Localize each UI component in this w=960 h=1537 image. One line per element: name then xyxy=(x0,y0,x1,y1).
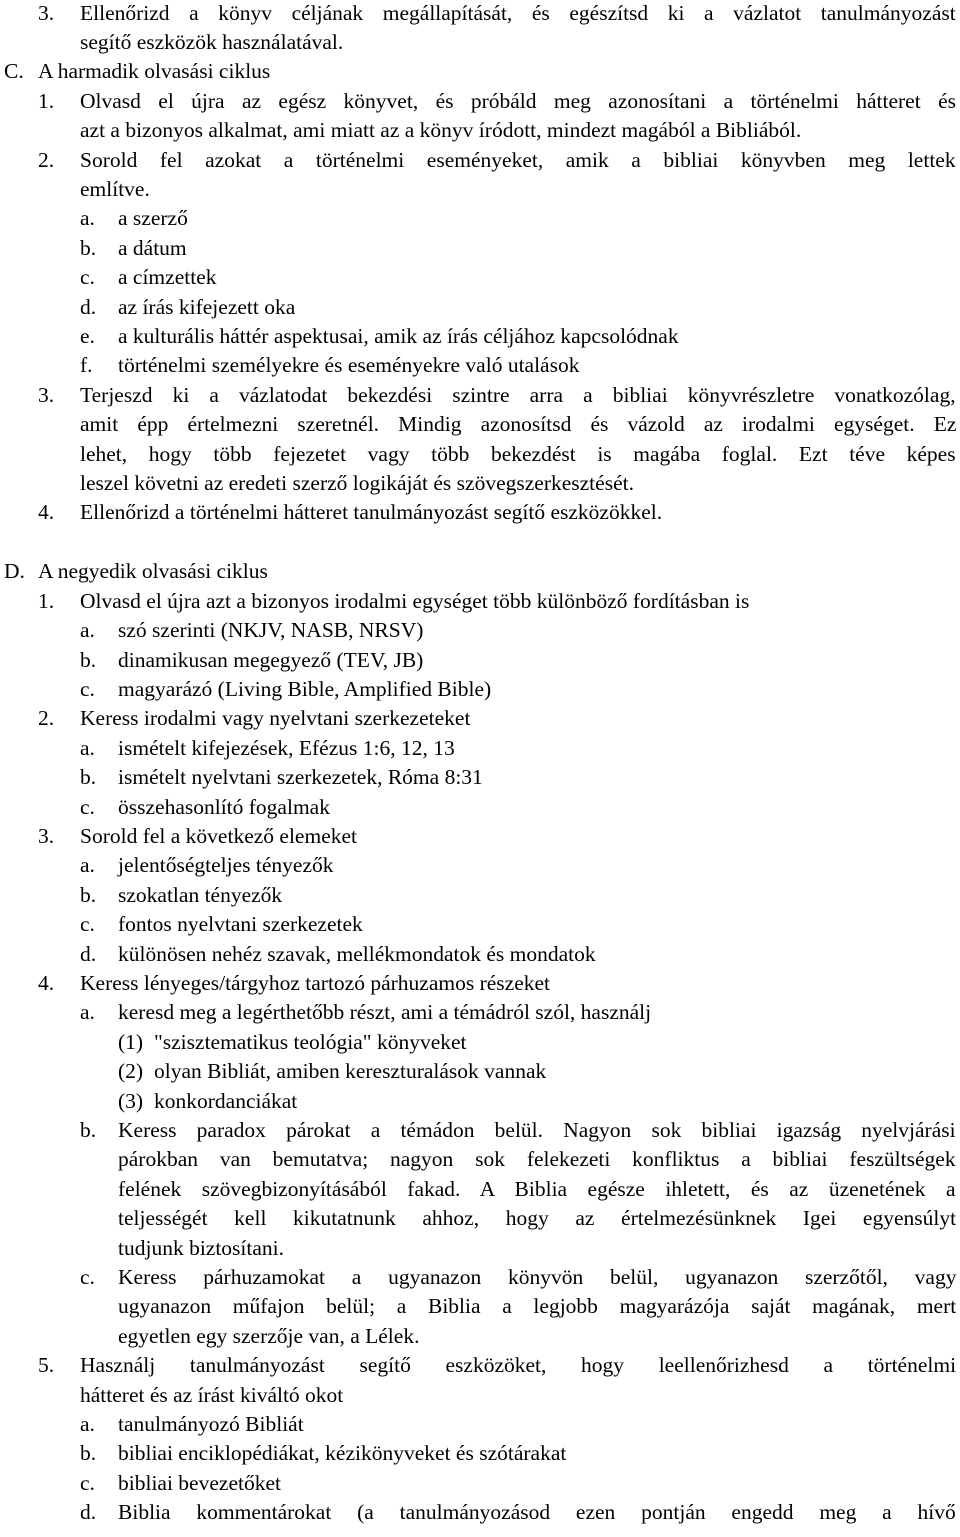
line-text: olyan Bibliát, amiben kereszturalások vannak xyxy=(154,1059,547,1084)
line-text: felének szövegbizonyításából fakad. A Biblia egésze ihletett, és az üzenetének a xyxy=(118,1176,956,1201)
list-marker: c. xyxy=(80,912,95,937)
text-line xyxy=(0,1234,960,1263)
text-line xyxy=(0,940,960,969)
line-text: Terjeszd ki a vázlatodat bekezdési szintre arra a bibliai könyvrészletre vonatkozólag, xyxy=(80,382,956,407)
line-text: Olvasd el újra azt a bizonyos irodalmi egységet több különböző fordításban is xyxy=(80,588,750,613)
text-line xyxy=(0,998,960,1027)
line-text: szó szerinti (NKJV, NASB, NRSV) xyxy=(118,618,424,643)
text-line xyxy=(0,1028,960,1057)
text-line xyxy=(0,410,960,439)
list-marker: 4. xyxy=(38,500,55,525)
text-line xyxy=(0,675,960,704)
list-marker: c. xyxy=(80,794,95,819)
list-marker: f. xyxy=(80,353,93,378)
line-text: különösen nehéz szavak, mellékmondatok és mondatok xyxy=(118,941,596,966)
list-marker: d. xyxy=(80,294,97,319)
line-text: dinamikusan megegyező (TEV, JB) xyxy=(118,647,424,672)
text-line xyxy=(0,734,960,763)
line-text: a dátum xyxy=(118,235,187,260)
list-marker: b. xyxy=(80,1441,97,1466)
text-line xyxy=(0,1204,960,1233)
list-marker: e. xyxy=(80,323,95,348)
line-text: a szerző xyxy=(118,206,188,231)
line-text: ismételt nyelvtani szerkezetek, Róma 8:31 xyxy=(118,765,483,790)
text-line xyxy=(0,381,960,410)
text-line xyxy=(0,557,960,586)
text-line xyxy=(0,1145,960,1174)
line-text: történelmi személyekre és eseményekre való utalások xyxy=(118,353,580,378)
text-line xyxy=(0,0,960,28)
line-text: az írás kifejezett oka xyxy=(118,294,296,319)
line-text: A negyedik olvasási ciklus xyxy=(38,559,268,584)
text-line xyxy=(0,1469,960,1498)
line-text: a kulturális háttér aspektusai, amik az írás céljához kapcsolódnak xyxy=(118,323,679,348)
text-line xyxy=(0,263,960,292)
line-text: Olvasd el újra az egész könyvet, és próbáld meg azonosítani a történelmi hátteret és xyxy=(80,88,956,113)
text-line xyxy=(0,822,960,851)
list-marker: (2) xyxy=(118,1059,144,1084)
line-text: Keress paradox párokat a témádon belül. Nagyon sok bibliai igazság nyelvjárási xyxy=(118,1117,956,1142)
list-marker: a. xyxy=(80,1000,95,1025)
list-marker: (1) xyxy=(118,1029,144,1054)
list-marker: d. xyxy=(80,941,97,966)
list-marker: b. xyxy=(80,882,97,907)
line-text: ismételt kifejezések, Efézus 1:6, 12, 13 xyxy=(118,735,455,760)
text-line xyxy=(0,1410,960,1439)
text-line xyxy=(0,910,960,939)
list-marker: c. xyxy=(80,676,95,701)
line-text: tudjunk biztosítani. xyxy=(118,1235,285,1260)
text-line xyxy=(0,57,960,86)
line-text: teljességét kell kikutatnunk ahhoz, hogy az értelmezésünknek Igei egyensúlyt xyxy=(118,1206,957,1231)
text-line xyxy=(0,234,960,263)
line-text: összehasonlító fogalmak xyxy=(118,794,330,819)
list-marker: 1. xyxy=(38,588,55,613)
list-marker: (3) xyxy=(118,1088,144,1113)
list-marker: b. xyxy=(80,235,97,260)
line-text: említve. xyxy=(80,176,150,201)
text-line xyxy=(0,763,960,792)
list-marker: 2. xyxy=(38,147,55,172)
list-marker: C. xyxy=(4,59,24,84)
line-text: tanulmányozó Bibliát xyxy=(118,1411,304,1436)
list-marker: 3. xyxy=(38,0,55,25)
text-line xyxy=(0,322,960,351)
line-text: keresd meg a legérthetőbb részt, ami a témádról szól, használj xyxy=(118,1000,652,1025)
text-line xyxy=(0,1087,960,1116)
line-text: Keress irodalmi vagy nyelvtani szerkezeteket xyxy=(80,706,471,731)
text-line xyxy=(0,704,960,733)
text-line xyxy=(0,1263,960,1292)
line-text: "szisztematikus teológia" könyveket xyxy=(154,1029,467,1054)
line-text: hátteret és az írást kiváltó okot xyxy=(80,1382,344,1407)
text-line xyxy=(0,646,960,675)
line-text: Biblia kommentárokat (a tanulmányozásod ezen pontján engedd meg a hívő xyxy=(118,1500,956,1525)
text-line xyxy=(0,1351,960,1380)
text-line xyxy=(0,469,960,498)
text-line xyxy=(0,1439,960,1468)
text-line xyxy=(0,587,960,616)
line-text: Keress lényeges/tárgyhoz tartozó párhuzamos részeket xyxy=(80,970,551,995)
line-text: bibliai enciklopédiákat, kézikönyveket és szótárakat xyxy=(118,1441,567,1466)
text-line xyxy=(0,1057,960,1086)
text-line xyxy=(0,1292,960,1321)
line-text: Használj tanulmányozást segítő eszközöket, hogy leellenőrizhesd a történelmi xyxy=(80,1353,957,1378)
line-text: Keress párhuzamokat a ugyanazon könyvön belül, ugyanazon szerzőtől, vagy xyxy=(118,1264,957,1289)
line-text: amit épp értelmezni szeretnél. Mindig azonosítsd és vázold az irodalmi egységet. Ez xyxy=(80,412,957,437)
text-line xyxy=(0,1322,960,1351)
list-marker: 3. xyxy=(38,823,55,848)
text-line xyxy=(0,1498,960,1527)
list-marker: 5. xyxy=(38,1353,55,1378)
text-line xyxy=(0,87,960,116)
line-text: a címzettek xyxy=(118,265,217,290)
list-marker: b. xyxy=(80,765,97,790)
line-text: Sorold fel azokat a történelmi eseményeket, amik a bibliai könyvben meg lettek xyxy=(80,147,956,172)
list-marker: b. xyxy=(80,1117,97,1142)
text-line xyxy=(0,293,960,322)
line-text: lehet, hogy több fejezetet vagy több bekezdést is magába foglal. Ezt téve képes xyxy=(80,441,956,466)
list-marker: a. xyxy=(80,206,95,231)
list-marker: a. xyxy=(80,853,95,878)
line-text: egyetlen egy szerzője van, a Lélek. xyxy=(118,1323,420,1348)
list-marker: b. xyxy=(80,647,97,672)
list-marker: c. xyxy=(80,1470,95,1495)
text-line xyxy=(0,440,960,469)
text-line xyxy=(0,28,960,57)
line-text: ugyanazon műfajon belül; a Biblia a legjobb magyarázója saját magának, mert xyxy=(118,1294,957,1319)
list-marker: 1. xyxy=(38,88,55,113)
text-line xyxy=(0,881,960,910)
list-marker: a. xyxy=(80,735,95,760)
line-text: azt a bizonyos alkalmat, ami miatt az a könyv íródott, mindezt magából a Bibliából. xyxy=(80,118,802,143)
line-text: párokban van bemutatva; nagyon sok felekezeti konfliktus a bibliai feszültségek xyxy=(118,1147,956,1172)
list-marker: c. xyxy=(80,1264,95,1289)
line-text: jelentőségteljes tényezők xyxy=(118,853,334,878)
text-line xyxy=(0,116,960,145)
line-text: szokatlan tényezők xyxy=(118,882,283,907)
list-marker: a. xyxy=(80,618,95,643)
text-line xyxy=(0,351,960,380)
line-text: bibliai bevezetőket xyxy=(118,1470,281,1495)
text-line xyxy=(0,793,960,822)
list-marker: 4. xyxy=(38,970,55,995)
list-marker: c. xyxy=(80,265,95,290)
text-line xyxy=(0,1116,960,1145)
line-text: magyarázó (Living Bible, Amplified Bible) xyxy=(118,676,492,701)
text-line xyxy=(0,851,960,880)
text-line xyxy=(0,1381,960,1410)
list-marker: D. xyxy=(4,559,25,584)
list-marker: d. xyxy=(80,1500,97,1525)
line-text: Ellenőrizd a történelmi hátteret tanulmányozást segítő eszközökkel. xyxy=(80,500,663,525)
line-text: fontos nyelvtani szerkezetek xyxy=(118,912,363,937)
text-line xyxy=(0,616,960,645)
text-line xyxy=(0,969,960,998)
line-text: leszel követni az eredeti szerző logikáját és szövegszerkesztését. xyxy=(80,470,634,495)
text-line xyxy=(0,204,960,233)
line-text: konkordanciákat xyxy=(154,1088,298,1113)
line-text: segítő eszközök használatával. xyxy=(80,29,344,54)
line-text: Sorold fel a következő elemeket xyxy=(80,823,358,848)
line-text: Ellenőrizd a könyv céljának megállapítását, és egészítsd ki a vázlatot tanulmányozást xyxy=(80,0,956,25)
list-marker: 2. xyxy=(38,706,55,731)
line-text: A harmadik olvasási ciklus xyxy=(38,59,271,84)
list-marker: a. xyxy=(80,1411,95,1436)
text-line xyxy=(0,1175,960,1204)
list-marker: 3. xyxy=(38,382,55,407)
text-line xyxy=(0,175,960,204)
text-line xyxy=(0,498,960,527)
text-line xyxy=(0,146,960,175)
